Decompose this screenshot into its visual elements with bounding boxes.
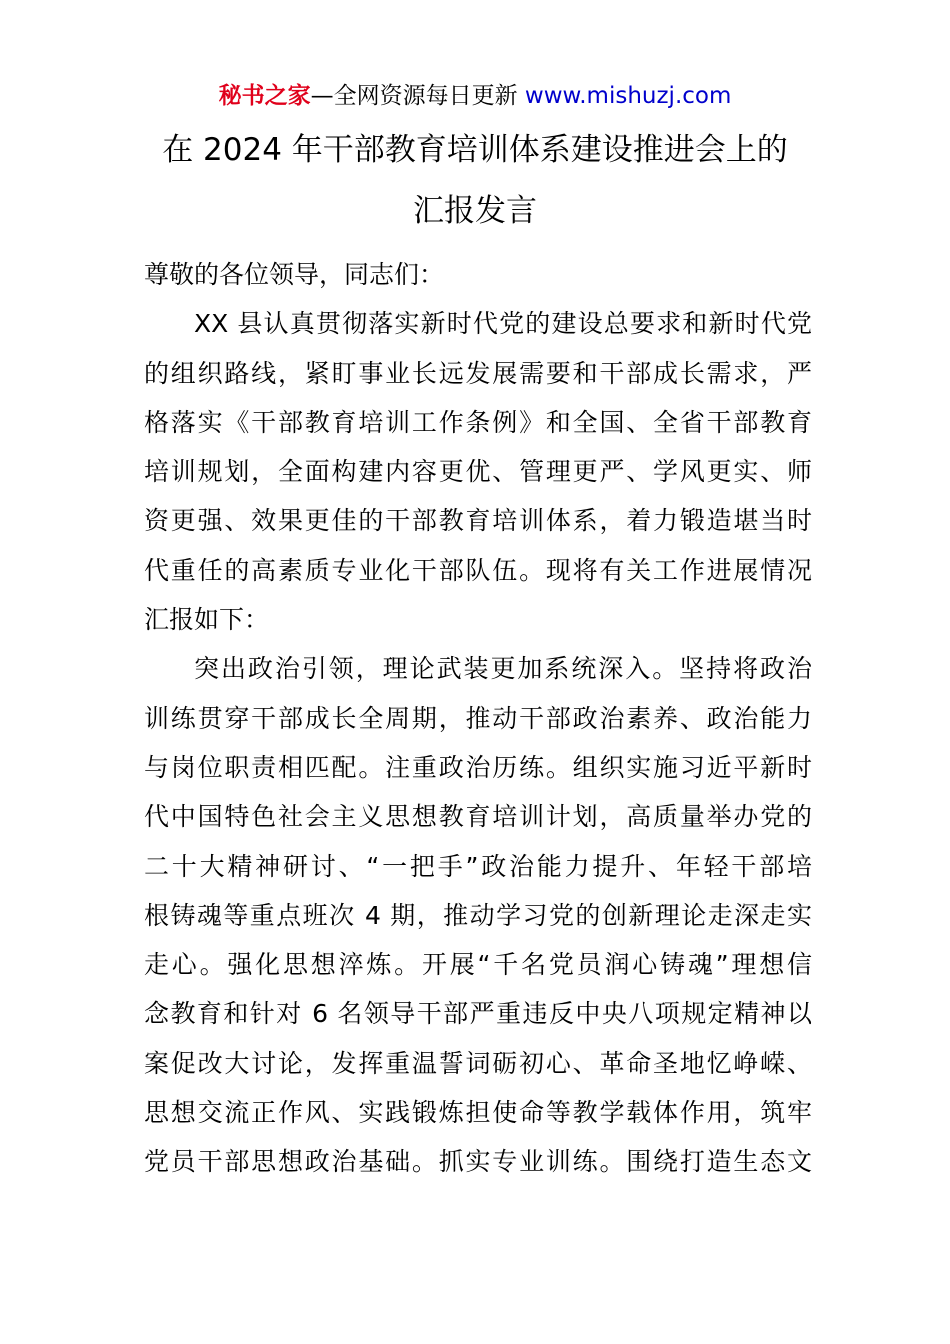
site-header [0,80,950,112]
site-url-link[interactable]: www.mishuzj.com [524,83,732,109]
title-line-1: 在 2024 年干部教育培训体系建设推进会上的 [162,132,788,168]
paragraph-line: 二十大精神研讨、“一把手”政治能力提升、年轻干部培 [144,851,812,881]
paragraph-line: 培训规划，全面构建内容更优、管理更严、学风更实、师 [144,457,812,487]
paragraph-line: 案促改大讨论，发挥重温誓词砺初心、革命圣地忆峥嵘、 [144,1048,812,1078]
paragraph-line: 代重任的高素质专业化干部队伍。现将有关工作进展情况 [144,555,812,585]
document-body [144,250,812,1187]
paragraph-line: 资更强、效果更佳的干部教育培训体系，着力锻造堪当时 [144,506,812,536]
paragraph-line: XX 县认真贯彻落实新时代党的建设总要求和新时代党 [194,309,812,339]
paragraph-line: 根铸魂等重点班次 4 期，推动学习党的创新理论走深走实 [144,900,812,930]
paragraph-line: 党员干部思想政治基础。抓实专业训练。围绕打造生态文 [144,1147,812,1177]
salutation: 尊敬的各位领导，同志们： [144,260,445,289]
title-line-2: 汇报发言 [413,193,537,229]
paragraph-line: 训练贯穿干部成长全周期，推动干部政治素养、政治能力 [144,703,812,733]
paragraph-line: 走心。强化思想淬炼。开展“千名党员润心铸魂”理想信 [144,950,812,980]
document-title [0,128,950,233]
paragraph-line: 格落实《干部教育培训工作条例》和全国、全省干部教育 [144,407,812,437]
paragraph-line: 念教育和针对 6 名领导干部严重违反中央八项规定精神以 [144,999,812,1029]
paragraph-line: 代中国特色社会主义思想教育培训计划，高质量举办党的 [144,802,812,832]
site-brand: 秘书之家 [218,83,311,109]
paragraph-line: 的组织路线，紧盯事业长远发展需要和干部成长需求，严 [144,358,812,388]
paragraph-line: 思想交流正作风、实践锻炼担使命等教学载体作用，筑牢 [144,1098,812,1128]
paragraph-line: 汇报如下： [144,605,270,635]
paragraph-line: 与岗位职责相匹配。注重政治历练。组织实施习近平新时 [144,752,812,782]
paragraph-line: 突出政治引领，理论武装更加系统深入。坚持将政治 [194,654,812,684]
site-slogan: —全网资源每日更新 [310,83,518,109]
